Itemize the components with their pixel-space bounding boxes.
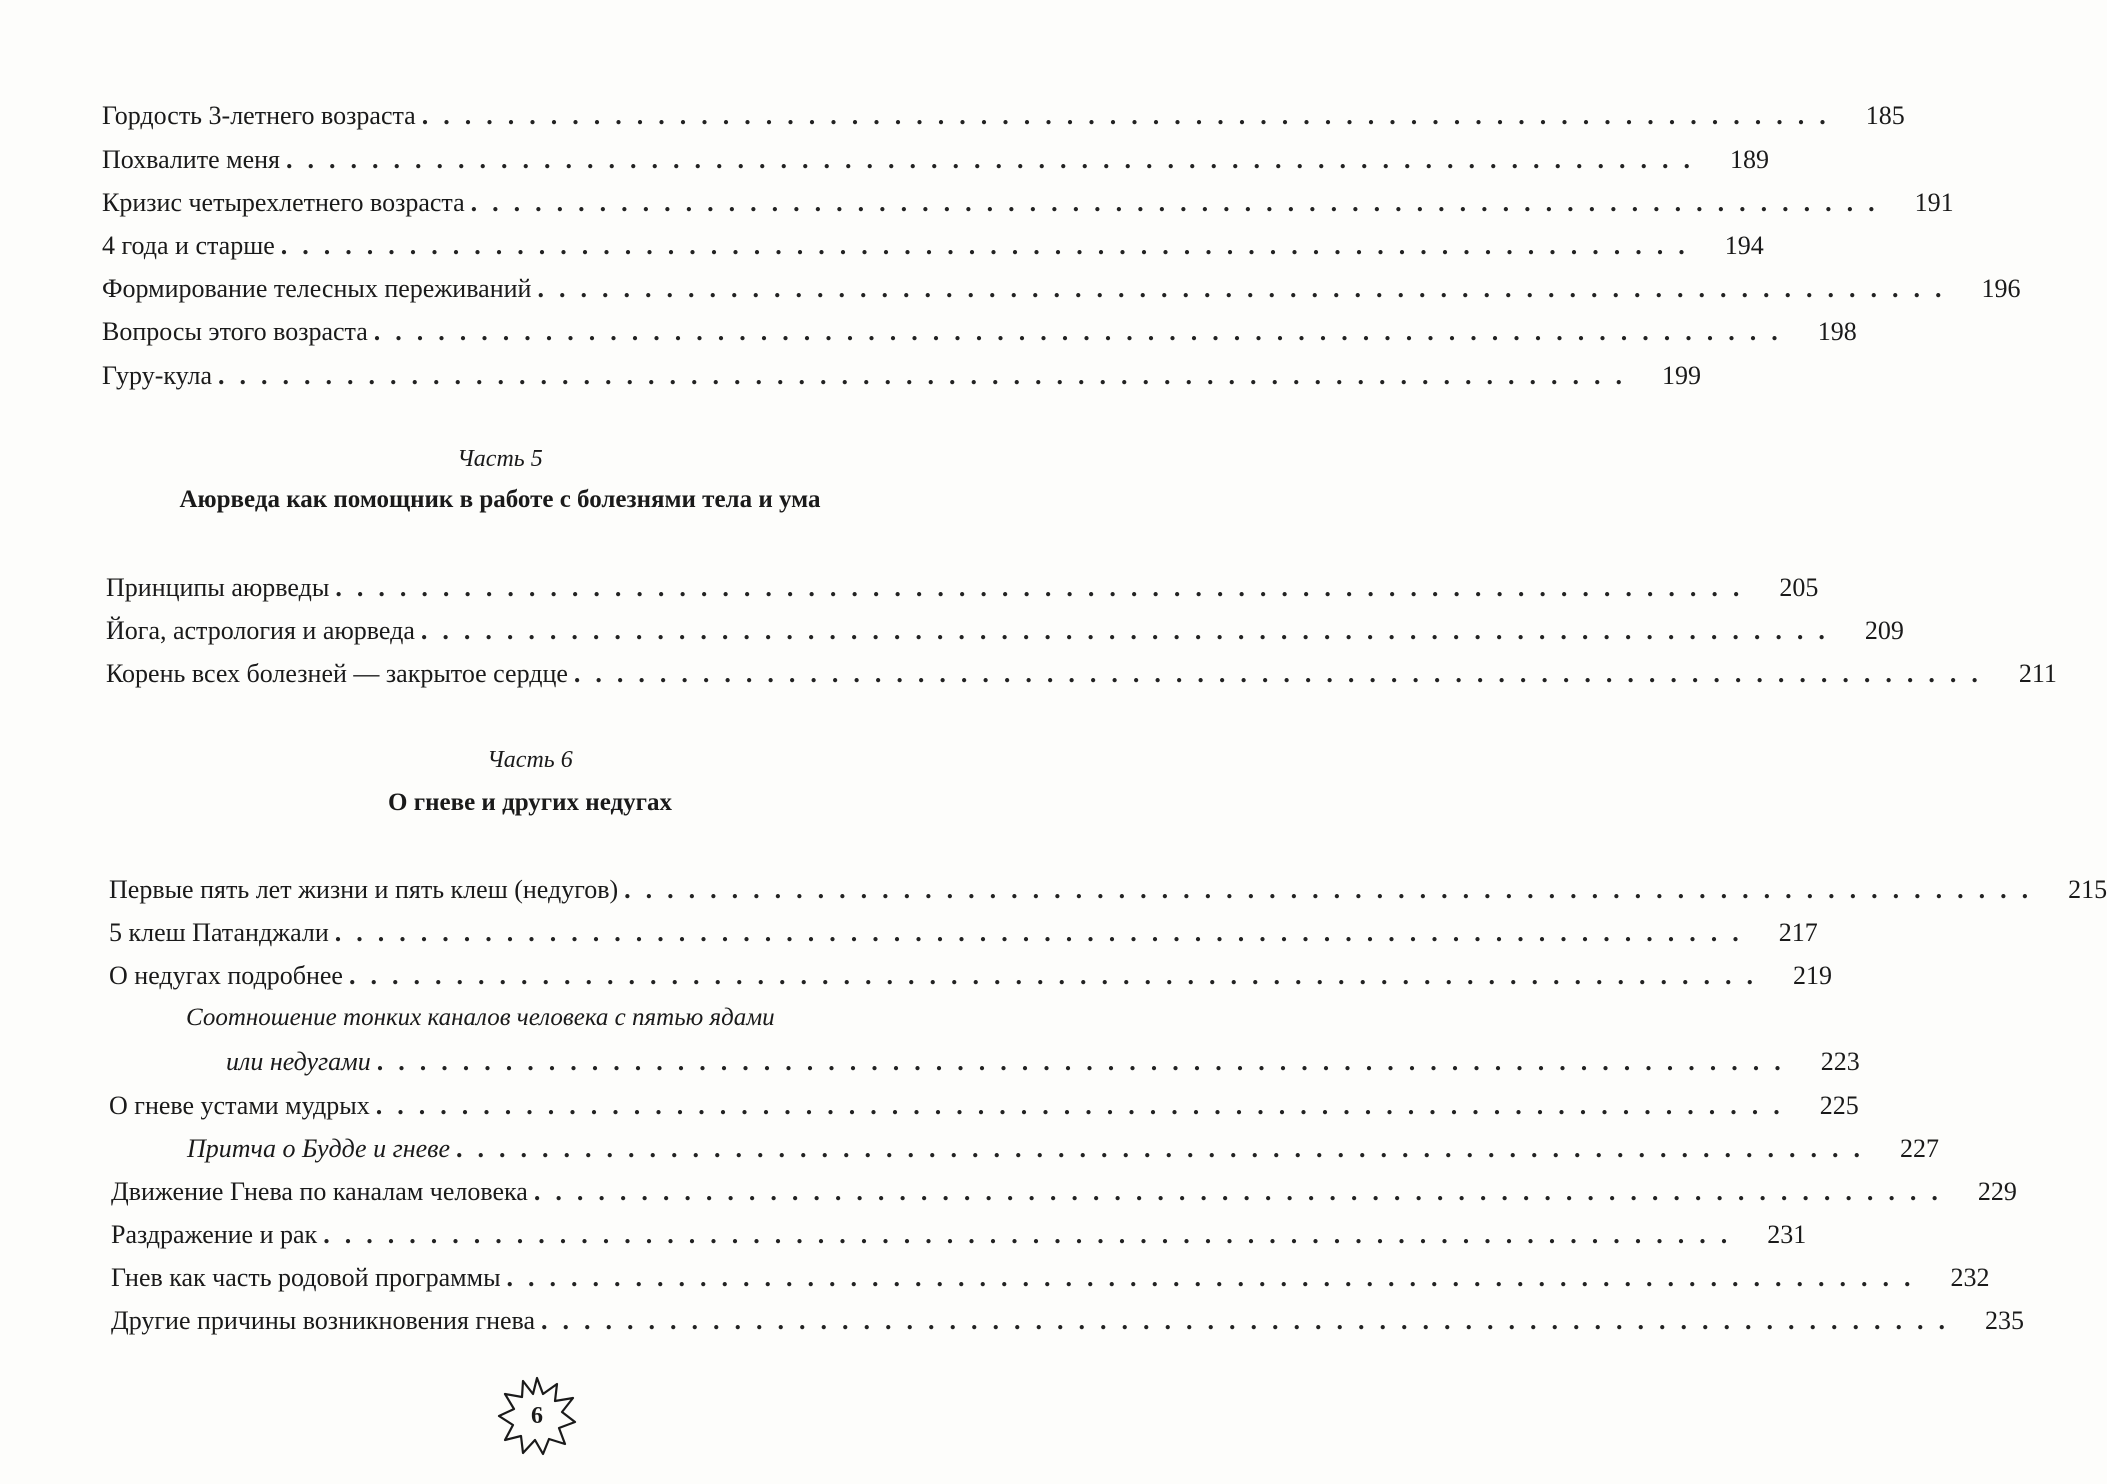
dot-leader: .................................................................. xyxy=(375,1091,1795,1120)
dot-leader: .................................................................. xyxy=(323,1220,1743,1249)
dot-leader: .................................................................. xyxy=(373,317,1793,346)
toc-entry xyxy=(111,1306,2024,1336)
toc-entry xyxy=(102,361,1701,391)
toc-entry-page: 194 xyxy=(1724,231,1764,260)
toc-entry-page: 189 xyxy=(1730,145,1769,174)
toc-entry xyxy=(109,961,1832,991)
toc-entry xyxy=(109,875,2107,905)
toc-entry-title-line2: или недугами xyxy=(226,1047,371,1076)
toc-entry-page: 215 xyxy=(2068,875,2107,904)
toc-entry xyxy=(111,1177,2017,1207)
toc-entry-page: 223 xyxy=(1820,1047,1860,1076)
toc-entry-title: Притча о Будде и гневе xyxy=(187,1134,451,1163)
toc-entry-title: 4 года и старше xyxy=(102,231,275,260)
toc-entry xyxy=(111,1220,1807,1250)
toc-entry-page: 211 xyxy=(2018,659,2057,688)
toc-entry-page: 199 xyxy=(1662,361,1701,390)
toc-entry-title: Первые пять лет жизни и пять клеш (недугов) xyxy=(109,875,619,904)
toc-entry xyxy=(102,188,1954,218)
toc-entry xyxy=(109,918,1818,948)
toc-entry xyxy=(109,1091,1859,1121)
toc-entry-page: 229 xyxy=(1977,1177,2017,1206)
dot-leader: .................................................................. xyxy=(421,101,1841,130)
toc-entry-page: 196 xyxy=(1981,274,2021,303)
dot-leader: .................................................................. xyxy=(286,145,1705,174)
dot-leader: .................................................................. xyxy=(456,1134,1876,1163)
toc-entry-page: 225 xyxy=(1819,1091,1859,1120)
part-title: Аюрведа как помощник в работе с болезнями тела и ума xyxy=(179,486,821,513)
toc-entry-title: Принципы аюрведы xyxy=(106,573,330,602)
toc-entry-title-line1: Соотношение тонких каналов человека с пятью ядами xyxy=(186,1004,775,1031)
dot-leader: .................................................................. xyxy=(348,961,1768,990)
toc-entry-page: 185 xyxy=(1865,101,1905,130)
dot-leader: .................................................................. xyxy=(470,188,1890,217)
toc-entry-title: Вопросы этого возраста xyxy=(102,317,368,346)
part-label: Часть 5 xyxy=(457,446,543,472)
dot-leader: .................................................................. xyxy=(506,1263,1926,1292)
part-title: О гневе и других недугах xyxy=(388,789,672,816)
toc-entry-page: 232 xyxy=(1950,1263,1990,1292)
toc-entry-page: 235 xyxy=(1985,1306,2024,1335)
toc-entry-title: Йога, астрология и аюрведа xyxy=(106,616,415,645)
dot-leader: .................................................................. xyxy=(537,274,1957,303)
toc-entry-title: Гордость 3-летнего возраста xyxy=(102,101,416,130)
toc-entry-title: Гнев как часть родовой программы xyxy=(111,1263,501,1292)
toc-entry-page: 191 xyxy=(1914,188,1954,217)
dot-leader: .................................................................. xyxy=(420,616,1840,645)
toc-entry-page: 219 xyxy=(1792,961,1832,990)
page-number: 6 xyxy=(531,1403,543,1429)
dot-leader: .................................................................. xyxy=(541,1306,1960,1335)
toc-entry xyxy=(187,1134,1940,1164)
dot-leader: .................................................................. xyxy=(573,659,1993,688)
toc-entry-page: 227 xyxy=(1900,1134,1940,1163)
toc-entry-title: Формирование телесных переживаний xyxy=(102,274,532,303)
dot-leader: .................................................................. xyxy=(218,361,1637,390)
toc-entry-page: 198 xyxy=(1817,317,1857,346)
toc-entry-title: Корень всех болезней — закрытое сердце xyxy=(106,659,568,688)
toc-entry-title: Гуру-кула xyxy=(102,361,212,390)
toc-entry-title: Другие причины возникновения гнева xyxy=(111,1306,535,1335)
dot-leader: .................................................................. xyxy=(334,918,1754,947)
toc-entry-title: 5 клеш Патанджали xyxy=(109,918,329,947)
toc-entry-page: 217 xyxy=(1778,918,1818,947)
dot-leader: .................................................................. xyxy=(624,875,2044,904)
toc-entry xyxy=(102,145,1769,175)
toc-entry-title: Похвалите меня xyxy=(102,145,280,174)
toc-entry xyxy=(102,101,1905,131)
toc-entry-title: О недугах подробнее xyxy=(109,961,343,990)
toc-entry-page: 205 xyxy=(1779,573,1819,602)
toc-entry xyxy=(106,616,1904,646)
toc-entry xyxy=(102,274,2021,304)
toc-entry-title: Кризис четырехлетнего возраста xyxy=(102,188,465,217)
dot-leader: .................................................................. xyxy=(533,1177,1953,1206)
toc-entry xyxy=(111,1263,1990,1293)
dot-leader: .................................................................. xyxy=(376,1047,1796,1076)
toc-entry-title: О гневе устами мудрых xyxy=(109,1091,370,1120)
page-number-badge xyxy=(497,1376,577,1456)
toc-entry-page: 231 xyxy=(1767,1220,1807,1249)
toc-entry-page: 209 xyxy=(1864,616,1904,645)
toc-entry xyxy=(102,317,1857,347)
toc-entry xyxy=(226,1047,1860,1077)
toc-entry-title: Раздражение и рак xyxy=(111,1220,318,1249)
toc-entry xyxy=(102,231,1764,261)
dot-leader: .................................................................. xyxy=(280,231,1700,260)
toc-entry xyxy=(106,573,1819,603)
toc-entry-title: Движение Гнева по каналам человека xyxy=(111,1177,528,1206)
part-label: Часть 6 xyxy=(487,747,573,773)
toc-entry xyxy=(106,659,2057,689)
dot-leader: .................................................................. xyxy=(335,573,1755,602)
